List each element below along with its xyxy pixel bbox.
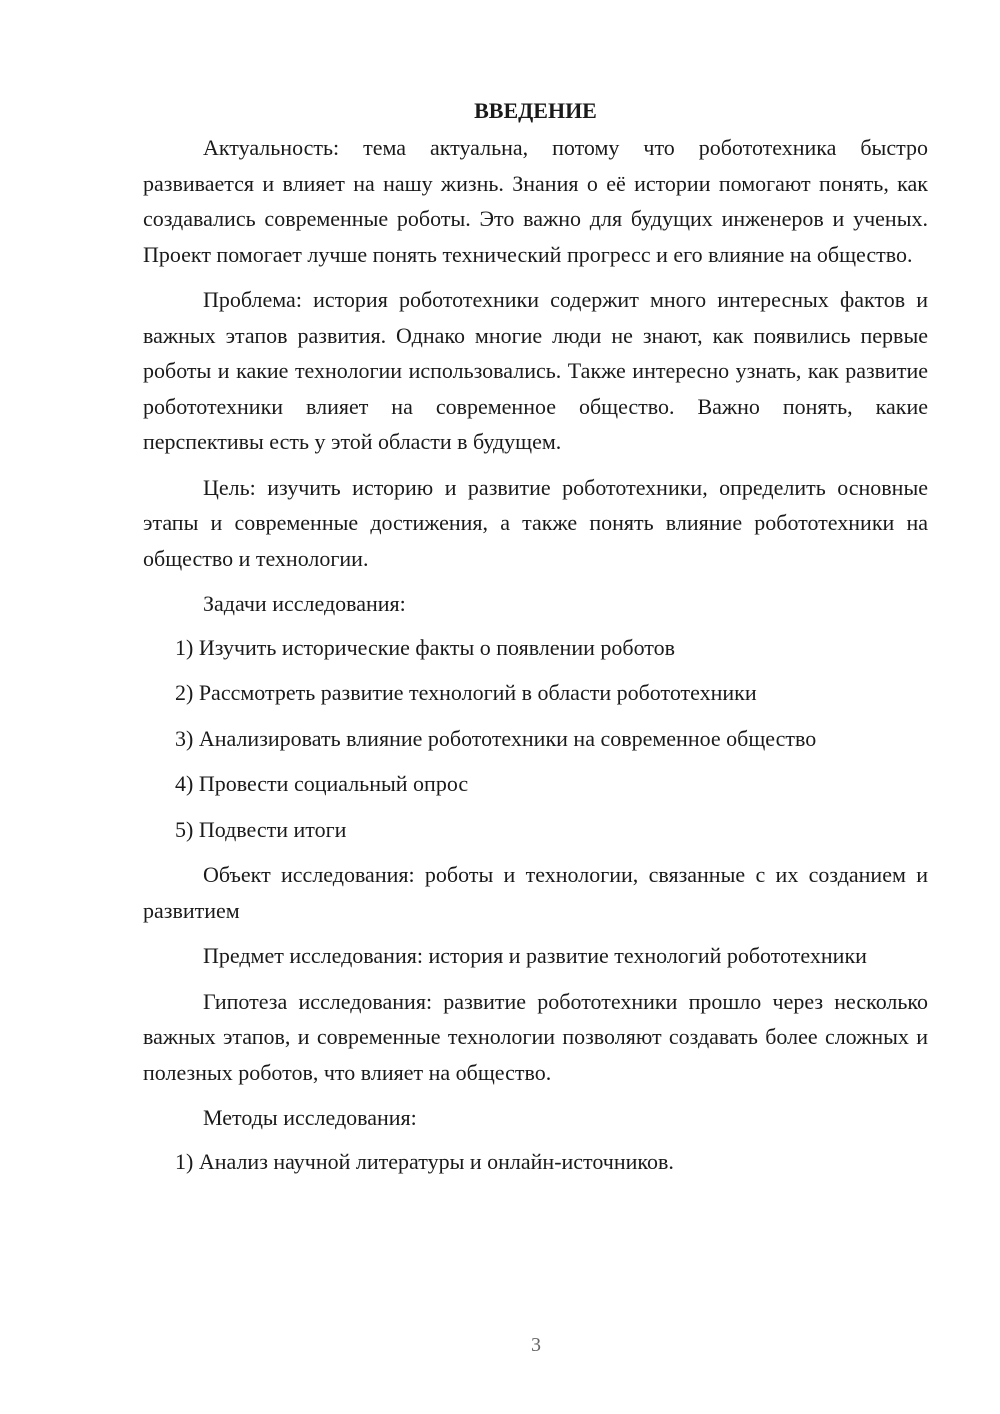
- list-item: 3) Анализировать влияние робототехники на современное общество: [175, 725, 817, 751]
- methods-list: [143, 1144, 928, 1180]
- list-item: 1) Изучить исторические факты о появлении роботов: [175, 634, 675, 660]
- object-paragraph: Объект исследования: роботы и технологии, связанные с их созданием и развитием: [143, 862, 928, 923]
- relevance-paragraph: Актуальность: тема актуальна, потому что робототехника быстро развивается и влияет на нашу жизнь. Знания о её истории помогают понять, как создавались современные роботы. Это важно для будущих инженеров и ученых. Проект помогает лучше понять технический прогресс и его влияние на общество.: [143, 135, 928, 267]
- document-page: [143, 96, 928, 1189]
- list-item: 2) Рассмотреть развитие технологий в области робототехники: [175, 680, 757, 705]
- list-item: 4) Провести социальный опрос: [175, 771, 469, 796]
- problem-paragraph: Проблема: история робототехники содержит много интересных фактов и важных этапов развития. Однако многие люди не знают, как появились первые роботы и какие технологии использовались. Также интересно узнать, как развитие робототехники влияет на современное общество. Важно понять, какие перспективы есть у этой области в будущем.: [143, 287, 928, 454]
- list-item: 5) Подвести итоги: [175, 816, 347, 842]
- list-item: 1) Анализ научной литературы и онлайн-источников.: [175, 1148, 674, 1174]
- hypothesis-paragraph: Гипотеза исследования: развитие робототехники прошло через несколько важных этапов, и современные технологии позволяют создавать более сложных и полезных роботов, что влияет на общество.: [143, 988, 928, 1085]
- methods-heading: Методы исследования:: [203, 1105, 417, 1130]
- tasks-list: [143, 630, 928, 848]
- section-title: ВВЕДЕНИЕ: [474, 98, 597, 123]
- subject-paragraph: Предмет исследования: история и развитие технологий робототехники: [203, 943, 867, 968]
- page-number: 3: [531, 1334, 541, 1356]
- goal-paragraph: Цель: изучить историю и развитие робототехники, определить основные этапы и современные достижения, а также понять влияние робототехники на общество и технологии.: [143, 474, 928, 571]
- tasks-heading: Задачи исследования:: [203, 591, 406, 616]
